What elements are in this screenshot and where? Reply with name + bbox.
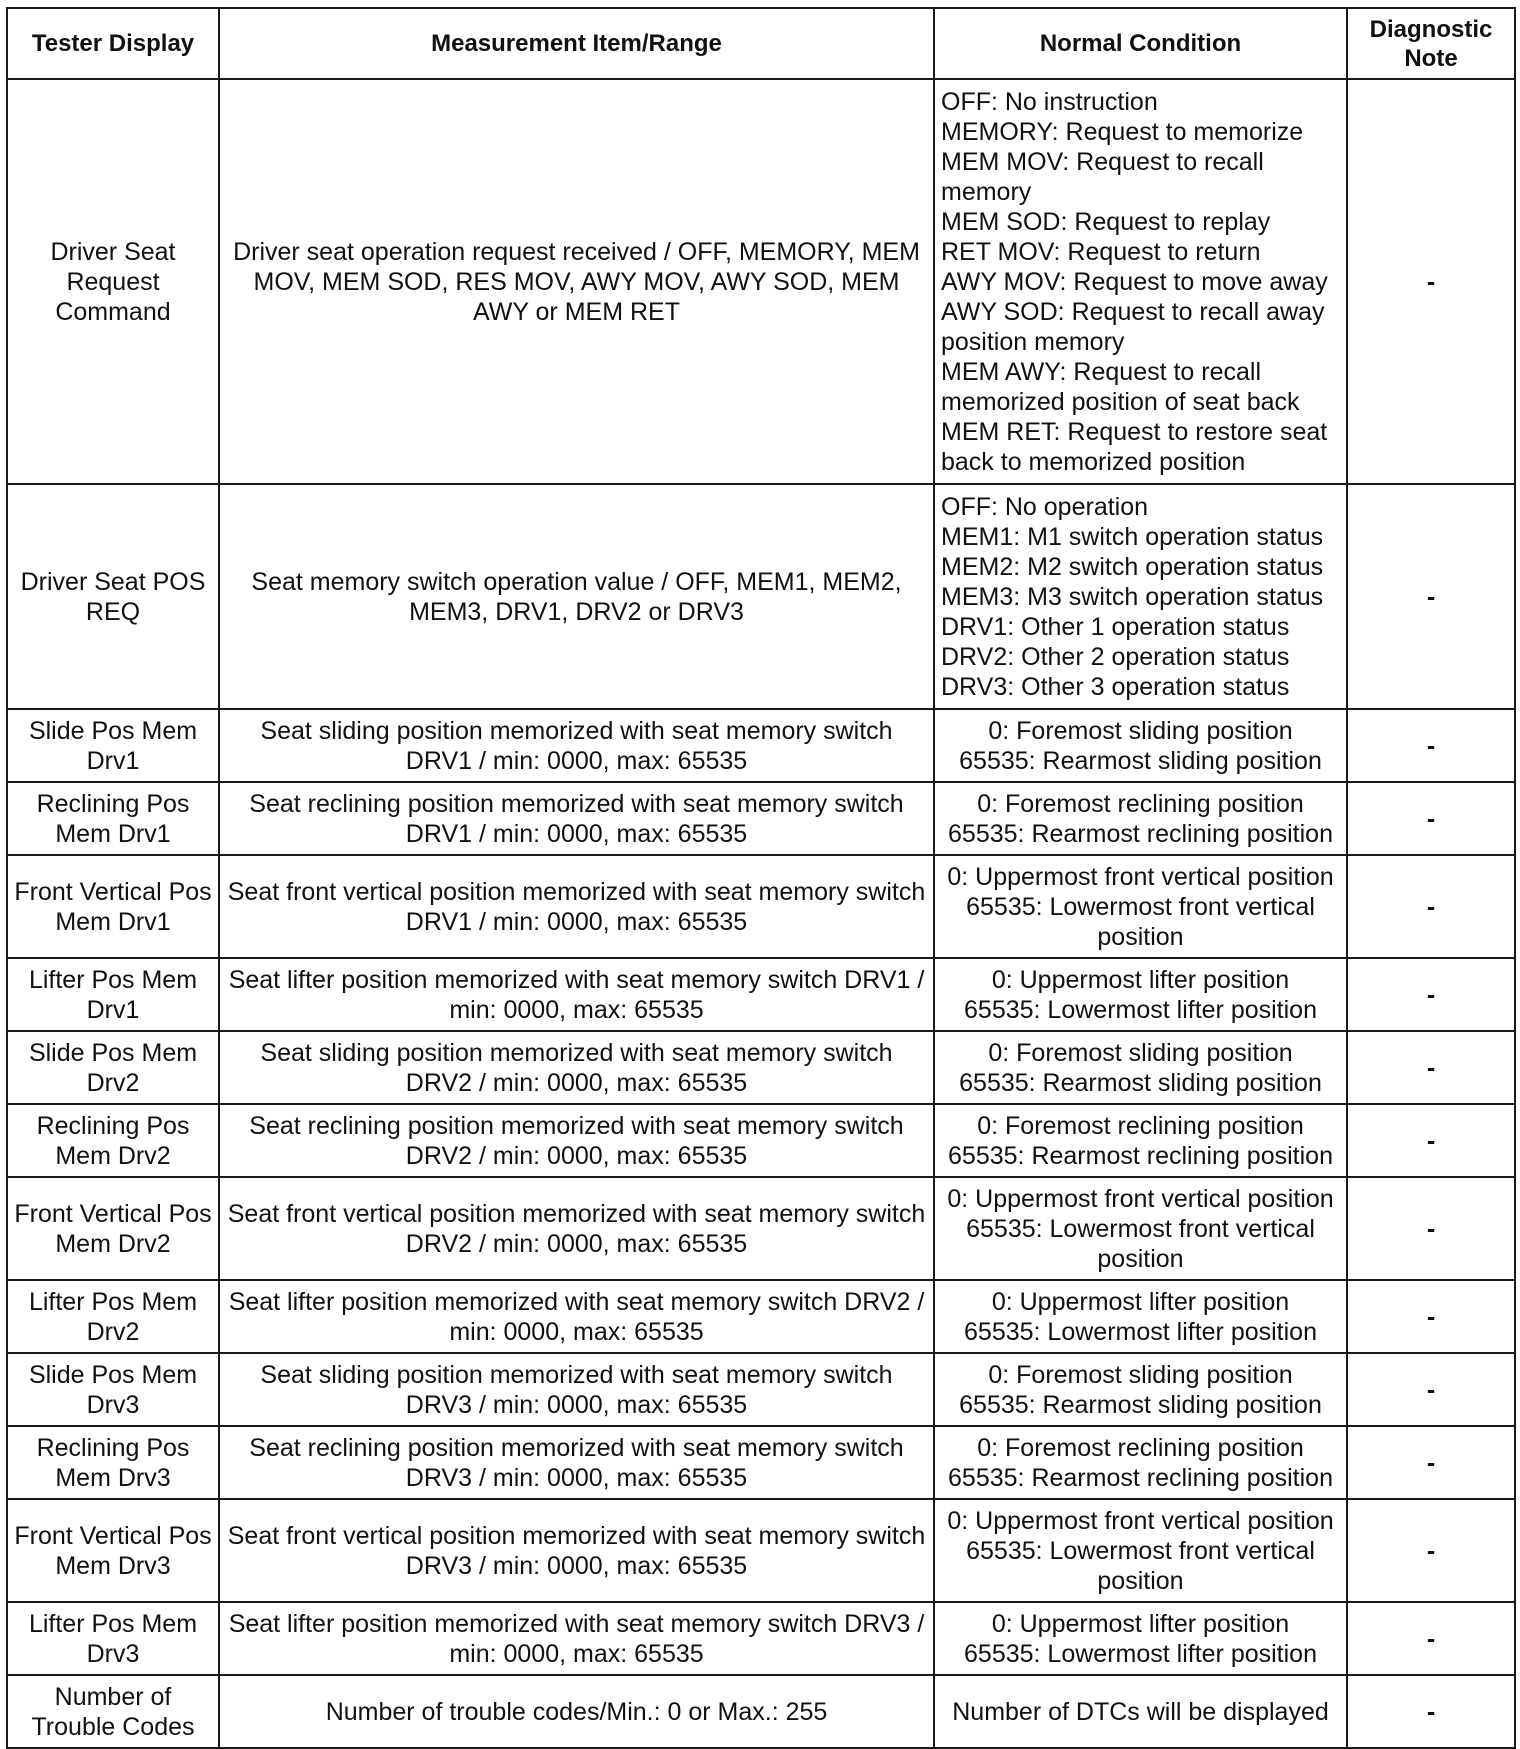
cell-normal-condition — [934, 1177, 1347, 1280]
table-row — [7, 1353, 1515, 1426]
cell-measurement-item-range: Seat lifter position memorized with seat memory switch DRV1 / min: 0000, max: 65535 — [219, 958, 934, 1031]
header-diagnostic-note: Diagnostic Note — [1347, 8, 1515, 79]
table-row — [7, 1499, 1515, 1602]
table-row — [7, 958, 1515, 1031]
normal-condition-line: 65535: Lowermost front vertical position — [966, 1214, 1315, 1273]
cell-tester-display: Reclining Pos Mem Drv3 — [7, 1426, 219, 1499]
cell-measurement-item-range: Seat reclining position memorized with seat memory switch DRV2 / min: 0000, max: 65535 — [219, 1104, 934, 1177]
table-row — [7, 484, 1515, 709]
cell-diagnostic-note: - — [1347, 1675, 1515, 1748]
normal-condition-line: MEM SOD: Request to replay — [941, 207, 1271, 236]
cell-diagnostic-note: - — [1347, 1280, 1515, 1353]
table-row — [7, 1031, 1515, 1104]
cell-normal-condition — [934, 1499, 1347, 1602]
normal-condition-line: MEMORY: Request to memorize — [941, 117, 1304, 146]
cell-measurement-item-range: Seat lifter position memorized with seat memory switch DRV3 / min: 0000, max: 65535 — [219, 1602, 934, 1675]
table-row — [7, 1177, 1515, 1280]
normal-condition-line: MEM2: M2 switch operation status — [941, 552, 1324, 581]
cell-measurement-item-range: Seat reclining position memorized with seat memory switch DRV1 / min: 0000, max: 65535 — [219, 782, 934, 855]
normal-condition-line: 65535: Lowermost lifter position — [964, 995, 1317, 1024]
cell-diagnostic-note: - — [1347, 484, 1515, 709]
table-header-row — [7, 8, 1515, 79]
cell-tester-display: Slide Pos Mem Drv3 — [7, 1353, 219, 1426]
cell-diagnostic-note: - — [1347, 1499, 1515, 1602]
table-row — [7, 1602, 1515, 1675]
table-row — [7, 1675, 1515, 1748]
normal-condition-line: 65535: Rearmost sliding position — [959, 746, 1322, 775]
table-body — [7, 79, 1515, 1748]
cell-tester-display: Front Vertical Pos Mem Drv1 — [7, 855, 219, 958]
cell-tester-display: Slide Pos Mem Drv1 — [7, 709, 219, 782]
data-monitor-table — [6, 7, 1516, 1749]
table-row — [7, 782, 1515, 855]
normal-condition-line: 0: Uppermost lifter position — [991, 1609, 1290, 1638]
cell-tester-display: Front Vertical Pos Mem Drv3 — [7, 1499, 219, 1602]
normal-condition-line: MEM1: M1 switch operation status — [941, 522, 1324, 551]
normal-condition-line: 0: Uppermost front vertical position — [947, 1506, 1334, 1535]
normal-condition-line: 65535: Rearmost reclining position — [948, 1141, 1333, 1170]
normal-condition-line: 0: Uppermost front vertical position — [947, 1184, 1334, 1213]
normal-condition-line: DRV3: Other 3 operation status — [941, 672, 1290, 701]
cell-normal-condition — [934, 1353, 1347, 1426]
cell-diagnostic-note: - — [1347, 1353, 1515, 1426]
cell-tester-display: Lifter Pos Mem Drv1 — [7, 958, 219, 1031]
cell-measurement-item-range: Seat memory switch operation value / OFF, MEM1, MEM2, MEM3, DRV1, DRV2 or DRV3 — [219, 484, 934, 709]
normal-condition-line: OFF: No instruction — [941, 87, 1158, 116]
cell-tester-display: Reclining Pos Mem Drv1 — [7, 782, 219, 855]
cell-diagnostic-note: - — [1347, 709, 1515, 782]
normal-condition-line: 65535: Rearmost reclining position — [948, 819, 1333, 848]
cell-normal-condition — [934, 855, 1347, 958]
cell-measurement-item-range: Driver seat operation request received / OFF, MEMORY, MEM MOV, MEM SOD, RES MOV, AWY MOV, AWY SOD, MEM AWY or MEM RET — [219, 79, 934, 484]
normal-condition-line: 65535: Lowermost front vertical position — [966, 1536, 1315, 1595]
normal-condition-line: 0: Foremost sliding position — [988, 1038, 1293, 1067]
cell-normal-condition — [934, 1675, 1347, 1748]
normal-condition-line: AWY MOV: Request to move away — [941, 267, 1328, 296]
cell-tester-display: Slide Pos Mem Drv2 — [7, 1031, 219, 1104]
cell-normal-condition — [934, 1104, 1347, 1177]
cell-tester-display: Lifter Pos Mem Drv3 — [7, 1602, 219, 1675]
cell-diagnostic-note: - — [1347, 1602, 1515, 1675]
cell-measurement-item-range: Seat sliding position memorized with seat memory switch DRV2 / min: 0000, max: 65535 — [219, 1031, 934, 1104]
header-tester-display: Tester Display — [7, 8, 219, 79]
cell-tester-display: Driver Seat Request Command — [7, 79, 219, 484]
normal-condition-line: RET MOV: Request to return — [941, 237, 1261, 266]
header-measurement-item-range: Measurement Item/Range — [219, 8, 934, 79]
normal-condition-line: 65535: Lowermost lifter position — [964, 1639, 1317, 1668]
table-row — [7, 1426, 1515, 1499]
normal-condition-line: 0: Uppermost lifter position — [991, 1287, 1290, 1316]
normal-condition-line: 0: Foremost sliding position — [988, 716, 1293, 745]
cell-diagnostic-note: - — [1347, 1177, 1515, 1280]
normal-condition-line: DRV1: Other 1 operation status — [941, 612, 1290, 641]
table-row — [7, 1104, 1515, 1177]
cell-tester-display: Lifter Pos Mem Drv2 — [7, 1280, 219, 1353]
normal-condition-line: OFF: No operation — [941, 492, 1149, 521]
cell-normal-condition — [934, 484, 1347, 709]
cell-normal-condition — [934, 782, 1347, 855]
cell-measurement-item-range: Seat sliding position memorized with seat memory switch DRV3 / min: 0000, max: 65535 — [219, 1353, 934, 1426]
cell-diagnostic-note: - — [1347, 1031, 1515, 1104]
normal-condition-line: 0: Uppermost lifter position — [991, 965, 1290, 994]
normal-condition-line: 65535: Rearmost reclining position — [948, 1463, 1333, 1492]
cell-measurement-item-range: Seat lifter position memorized with seat memory switch DRV2 / min: 0000, max: 65535 — [219, 1280, 934, 1353]
normal-condition-line: MEM RET: Request to restore seat back to memorized position — [941, 417, 1328, 476]
normal-condition-line: 65535: Rearmost sliding position — [959, 1068, 1322, 1097]
cell-normal-condition — [934, 1602, 1347, 1675]
normal-condition-line: 0: Foremost reclining position — [977, 1433, 1304, 1462]
cell-measurement-item-range: Seat front vertical position memorized with seat memory switch DRV3 / min: 0000, max: 65535 — [219, 1499, 934, 1602]
table-row — [7, 1280, 1515, 1353]
cell-diagnostic-note: - — [1347, 1104, 1515, 1177]
cell-measurement-item-range: Seat front vertical position memorized with seat memory switch DRV2 / min: 0000, max: 65535 — [219, 1177, 934, 1280]
cell-measurement-item-range: Number of trouble codes/Min.: 0 or Max.: 255 — [219, 1675, 934, 1748]
header-normal-condition: Normal Condition — [934, 8, 1347, 79]
table-row — [7, 855, 1515, 958]
normal-condition-line: MEM AWY: Request to recall memorized position of seat back — [941, 357, 1300, 416]
cell-normal-condition — [934, 1280, 1347, 1353]
cell-tester-display: Number of Trouble Codes — [7, 1675, 219, 1748]
normal-condition-line: 0: Uppermost front vertical position — [947, 862, 1334, 891]
cell-diagnostic-note: - — [1347, 958, 1515, 1031]
normal-condition-line: 65535: Lowermost lifter position — [964, 1317, 1317, 1346]
cell-normal-condition — [934, 958, 1347, 1031]
normal-condition-line: 65535: Rearmost sliding position — [959, 1390, 1322, 1419]
table-row — [7, 79, 1515, 484]
cell-measurement-item-range: Seat front vertical position memorized with seat memory switch DRV1 / min: 0000, max: 65535 — [219, 855, 934, 958]
normal-condition-line: MEM MOV: Request to recall memory — [941, 147, 1264, 206]
cell-diagnostic-note: - — [1347, 79, 1515, 484]
table-row — [7, 709, 1515, 782]
cell-tester-display: Driver Seat POS REQ — [7, 484, 219, 709]
normal-condition-line: MEM3: M3 switch operation status — [941, 582, 1324, 611]
cell-normal-condition — [934, 709, 1347, 782]
cell-diagnostic-note: - — [1347, 782, 1515, 855]
normal-condition-line: AWY SOD: Request to recall away position memory — [941, 297, 1325, 356]
cell-tester-display: Front Vertical Pos Mem Drv2 — [7, 1177, 219, 1280]
normal-condition-line: 0: Foremost reclining position — [977, 789, 1304, 818]
cell-measurement-item-range: Seat reclining position memorized with seat memory switch DRV3 / min: 0000, max: 65535 — [219, 1426, 934, 1499]
normal-condition-line: 0: Foremost sliding position — [988, 1360, 1293, 1389]
normal-condition-line: DRV2: Other 2 operation status — [941, 642, 1290, 671]
cell-normal-condition — [934, 1031, 1347, 1104]
cell-diagnostic-note: - — [1347, 855, 1515, 958]
normal-condition-line: 0: Foremost reclining position — [977, 1111, 1304, 1140]
cell-diagnostic-note: - — [1347, 1426, 1515, 1499]
normal-condition-line: Number of DTCs will be displayed — [952, 1697, 1329, 1726]
cell-measurement-item-range: Seat sliding position memorized with seat memory switch DRV1 / min: 0000, max: 65535 — [219, 709, 934, 782]
normal-condition-line: 65535: Lowermost front vertical position — [966, 892, 1315, 951]
cell-normal-condition — [934, 79, 1347, 484]
cell-normal-condition — [934, 1426, 1347, 1499]
cell-tester-display: Reclining Pos Mem Drv2 — [7, 1104, 219, 1177]
